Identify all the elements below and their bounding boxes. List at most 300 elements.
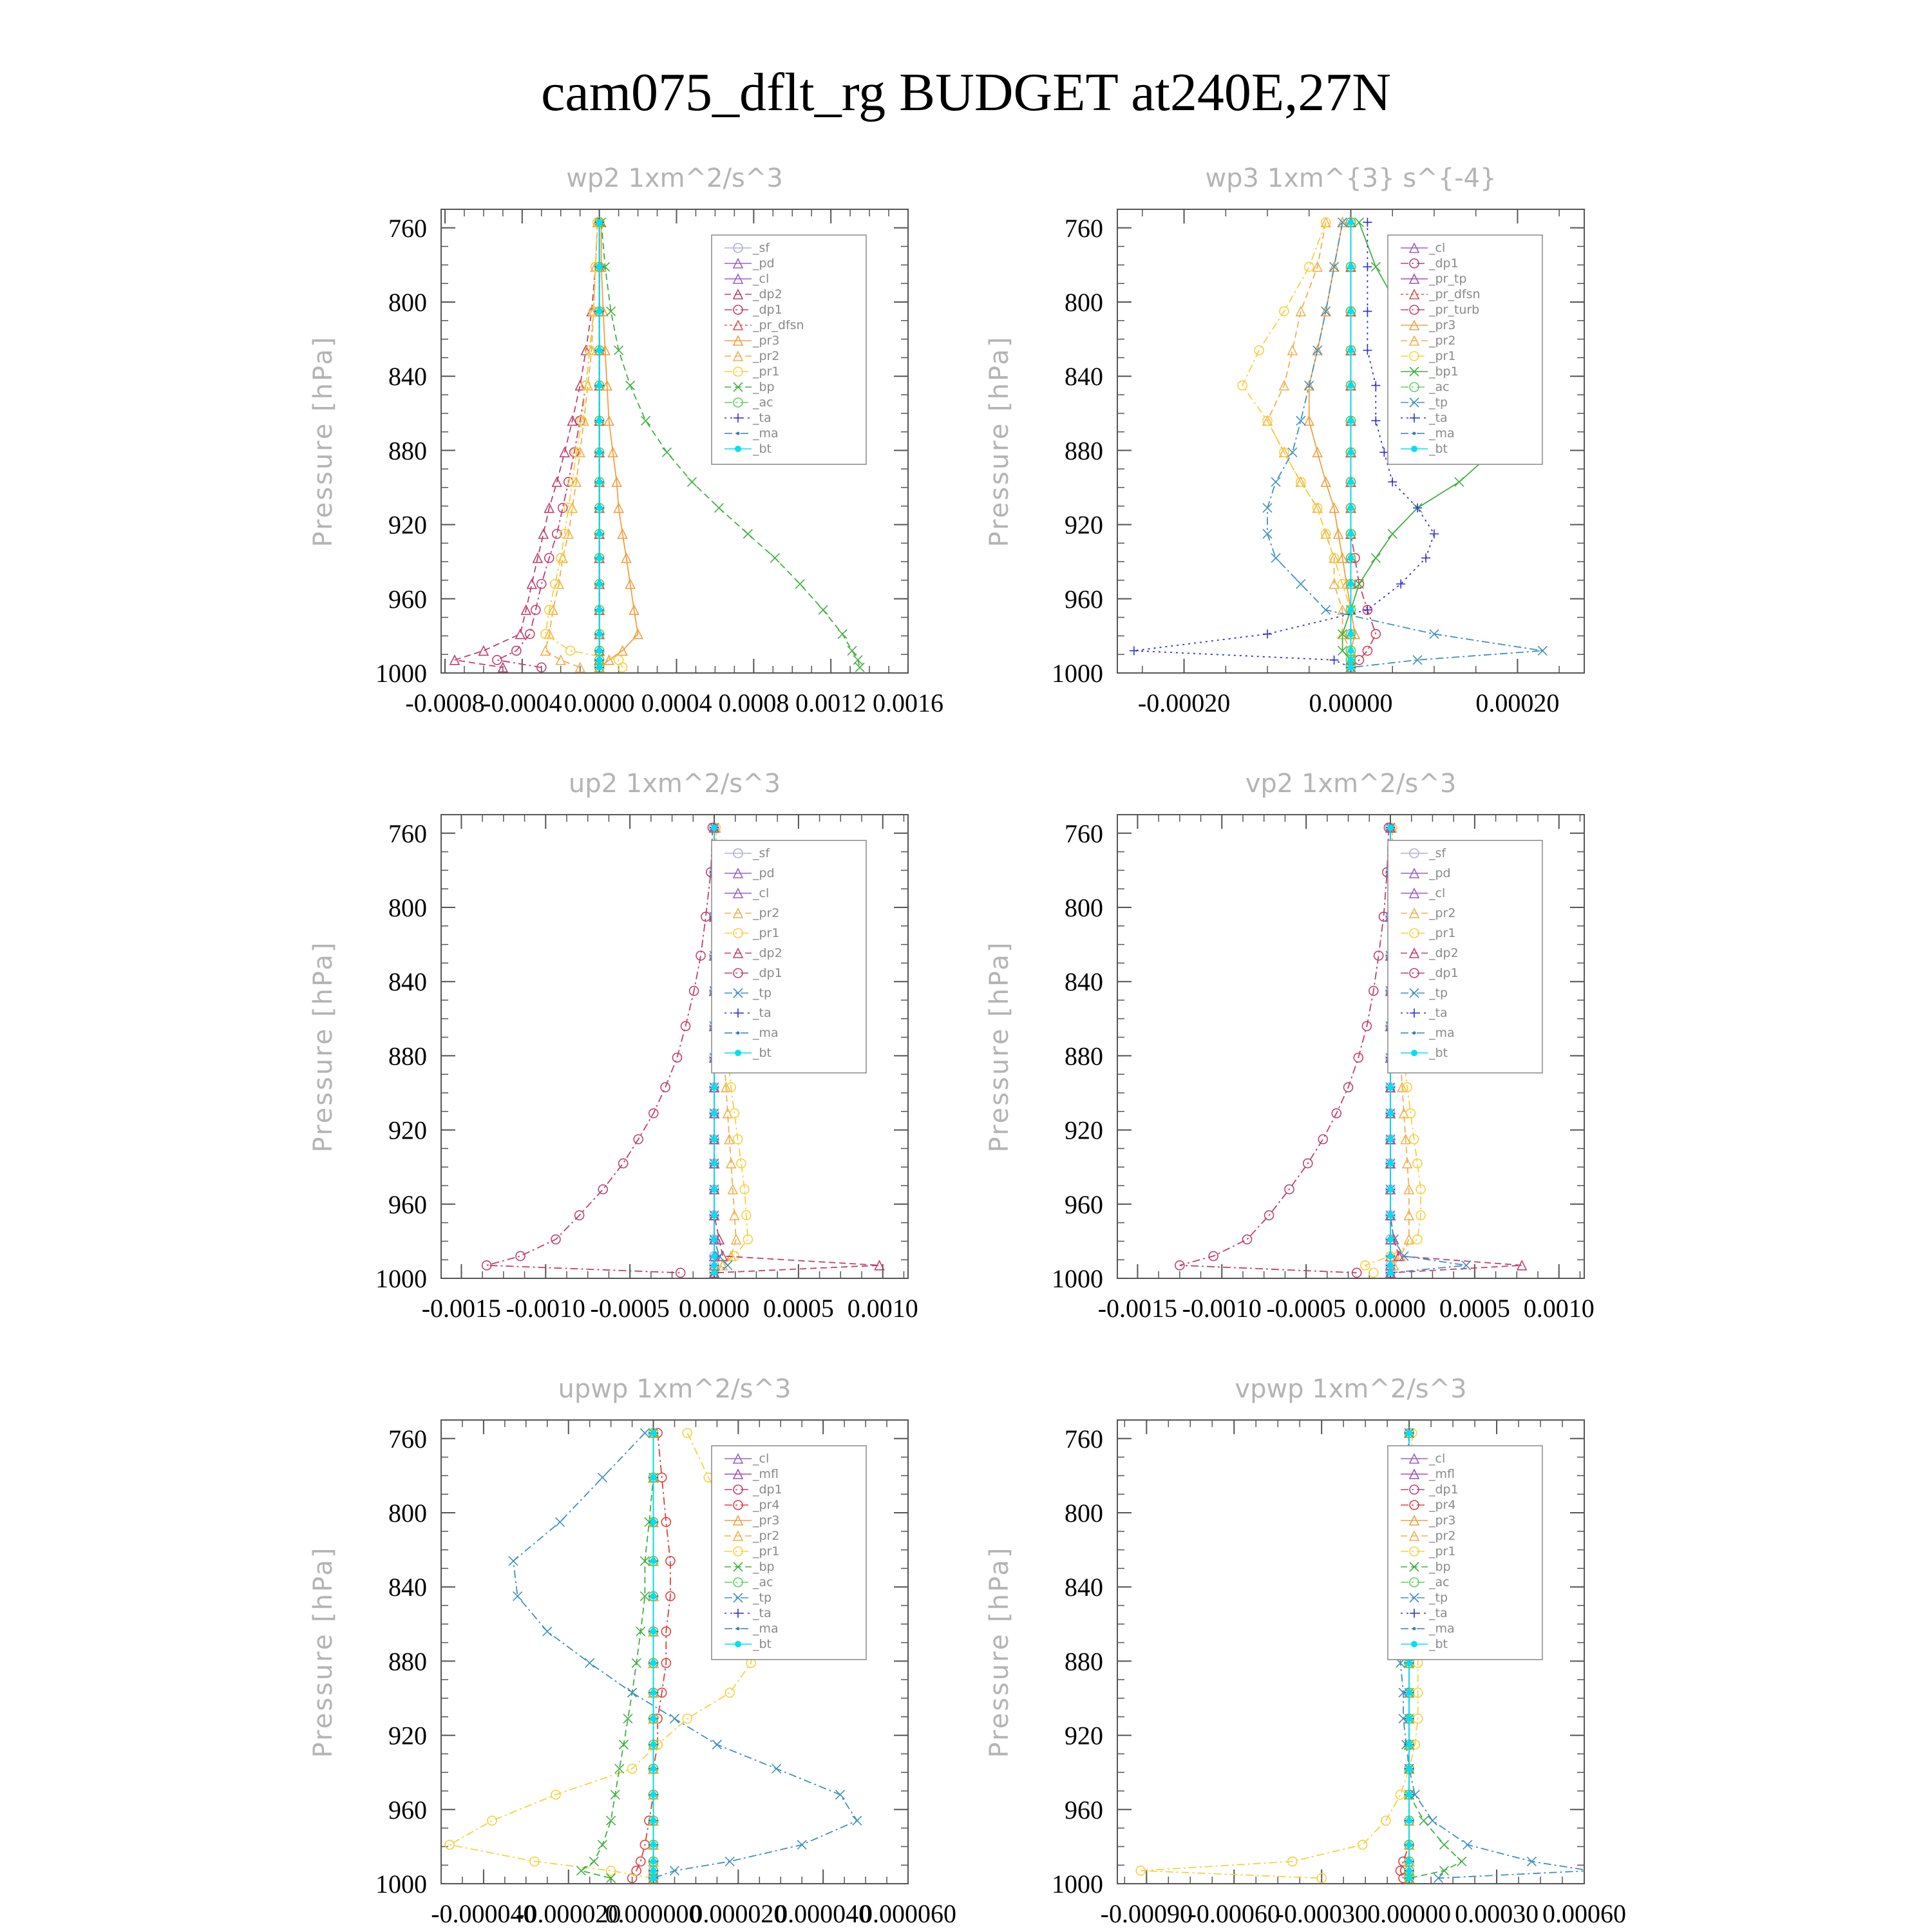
y-axis-label: Pressure [hPa] (308, 335, 338, 547)
data-point-bp-15 (1440, 1866, 1449, 1875)
x-tick-label: -0.00090 (1100, 1899, 1193, 1928)
data-point-bt-3 (596, 347, 603, 354)
legend-label-pr4: _pr4 (1429, 1498, 1456, 1512)
data-point-tp-1 (598, 1473, 607, 1482)
legend-label-ta: _ta (753, 1006, 772, 1020)
legend-label-cl: _cl (1429, 1452, 1446, 1466)
panel-title: vpwp 1xm^2/s^3 (1235, 1374, 1467, 1404)
data-point-bt-9 (1348, 531, 1354, 537)
x-tick-label: -0.00020 (1137, 688, 1231, 717)
series-markers-dp1 (1175, 823, 1394, 1277)
legend-label-sf: _sf (753, 846, 770, 860)
series-line-pr1 (1242, 222, 1350, 667)
legend-label-pr2: _pr2 (1429, 334, 1456, 348)
data-point-bt-8 (1348, 505, 1354, 511)
y-tick-label: 840 (388, 1573, 427, 1602)
y-tick-label: 760 (388, 819, 427, 848)
legend-label-ma: _ma (753, 1622, 779, 1636)
legend-label-tp: _tp (1429, 986, 1448, 1000)
data-point-bt-7 (1406, 1689, 1412, 1696)
y-tick-label: 880 (1065, 436, 1103, 466)
x-tick-label: 0.0000 (1355, 1294, 1426, 1323)
legend-label-bt: _bt (753, 1046, 772, 1060)
data-point-bt-10 (650, 1765, 657, 1772)
legend-label-tp: _tp (1429, 1591, 1448, 1605)
data-point-bt-4 (650, 1593, 657, 1600)
data-point-bt-14 (1406, 1858, 1412, 1864)
x-tick-label: 0.00000 (1309, 688, 1393, 717)
legend-label-pr1: _pr1 (753, 926, 780, 940)
legend-label-pr3: _pr3 (1429, 1513, 1456, 1528)
data-point-bp-14 (1457, 1857, 1466, 1866)
y-tick-label: 1000 (375, 1870, 427, 1899)
data-point-bt-0 (1406, 1430, 1412, 1436)
x-tick-label: 0.0000 (564, 688, 635, 717)
x-tick-label: 0.0000 (679, 1294, 750, 1323)
data-point-bp1-9 (1388, 529, 1397, 538)
data-point-legend-_ma-0 (1413, 432, 1416, 435)
x-tick-label: -0.0015 (1097, 1294, 1178, 1323)
data-point-legend-_bt-0 (1411, 1050, 1417, 1056)
legend-label-dp1: _dp1 (1429, 1482, 1459, 1497)
x-tick-label: -0.00060 (1188, 1899, 1280, 1928)
data-point-pr1-11 (1396, 1790, 1405, 1799)
legend-label-cl: _cl (753, 1452, 770, 1466)
legend-label-dp1: _dp1 (1429, 966, 1459, 980)
data-point-ta-9 (1430, 529, 1439, 538)
y-tick-label: 920 (388, 510, 427, 540)
data-point-bt-11 (650, 1792, 657, 1798)
legend-label-dp2: _dp2 (753, 287, 782, 301)
y-axis-label: Pressure [hPa] (308, 1546, 338, 1758)
data-point-bt-8 (596, 505, 603, 511)
data-point-bt-10 (1348, 554, 1354, 561)
y-tick-label: 800 (1065, 893, 1103, 922)
series-markers-pr1 (541, 218, 627, 672)
data-point-bt-8 (650, 1716, 657, 1722)
legend-label-cl: _cl (1429, 886, 1446, 900)
legend-label-tp: _tp (753, 986, 772, 1000)
y-tick-label: 880 (1065, 1041, 1103, 1071)
legend-label-bt: _bt (1429, 442, 1448, 456)
data-point-legend-_ma-0 (1413, 1032, 1416, 1035)
legend-box (1388, 1446, 1542, 1660)
data-point-ta-2 (1363, 307, 1372, 316)
legend-label-pr2: _pr2 (753, 349, 780, 363)
data-point-bt-4 (596, 383, 603, 389)
legend-label-pr3: _pr3 (753, 1513, 780, 1528)
data-point-bt-16 (1406, 1875, 1412, 1881)
legend-label-pr4: _pr4 (753, 1498, 780, 1512)
panel-title: up2 1xm^2/s^3 (568, 769, 781, 799)
legend-label-mfl: _mfl (753, 1467, 779, 1481)
series-line-pr3 (600, 222, 638, 667)
legend-label-sf: _sf (753, 241, 770, 255)
data-point-bt-12 (1406, 1817, 1412, 1824)
legend-label-bp: _bp (1429, 1560, 1451, 1574)
y-tick-label: 760 (1065, 819, 1103, 848)
y-tick-label: 800 (388, 288, 427, 317)
y-tick-label: 800 (1065, 288, 1103, 317)
legend-label-tp: _tp (753, 1591, 772, 1605)
data-point-bt-0 (650, 1430, 657, 1436)
data-point-bp-3 (614, 346, 623, 355)
data-point-bp-12 (1419, 1816, 1428, 1825)
series-markers-pr2 (541, 218, 602, 672)
data-point-legend-_ma-0 (1413, 1627, 1416, 1631)
legend-label-dp2: _dp2 (1429, 946, 1459, 960)
legend-label-pr3: _pr3 (753, 334, 780, 348)
data-point-bt-7 (1348, 478, 1354, 485)
legend-label-pr_dfsn: _pr_dfsn (753, 318, 804, 332)
data-point-bt-11 (1387, 1186, 1394, 1193)
x-tick-label: 0.000020 (690, 1899, 787, 1928)
y-tick-label: 760 (1065, 213, 1103, 243)
data-point-ta-6 (1379, 448, 1388, 457)
y-tick-label: 1000 (1052, 659, 1103, 688)
x-tick-label: 0.00030 (1455, 1899, 1539, 1928)
data-point-pr4-14 (636, 1857, 645, 1866)
legend-label-dp1: _dp1 (753, 966, 782, 980)
y-tick-label: 1000 (375, 1264, 427, 1293)
data-point-pr1-1 (1305, 262, 1314, 271)
data-point-tp-6 (1288, 448, 1297, 457)
x-tick-label: 0.0005 (1439, 1294, 1510, 1323)
legend-label-dp1: _dp1 (753, 1482, 782, 1497)
data-point-bt-6 (650, 1660, 657, 1666)
y-tick-label: 960 (388, 1189, 427, 1219)
legend-label-ac: _ac (753, 395, 773, 410)
series-line-pr_turb (1351, 222, 1376, 667)
data-point-dp1-9 (1318, 1135, 1327, 1144)
data-point-bp-13 (598, 1841, 607, 1850)
legend-label-pr2: _pr2 (753, 1529, 780, 1543)
data-point-dp2-11 (527, 580, 536, 589)
series-markers-dp2 (450, 218, 602, 672)
data-point-bt-15 (1406, 1868, 1412, 1874)
data-point-bt-3 (1348, 347, 1354, 354)
y-tick-label: 960 (1065, 1795, 1103, 1824)
legend-label-ma: _ma (1429, 426, 1455, 440)
data-point-bt-12 (650, 1817, 657, 1824)
y-tick-label: 840 (1065, 362, 1103, 392)
series-markers-dp1 (493, 218, 602, 672)
data-point-pr1-12 (488, 1816, 497, 1825)
data-point-tp-2 (1321, 307, 1331, 316)
data-point-dp2-9 (539, 529, 548, 538)
y-tick-label: 840 (1065, 1573, 1103, 1602)
legend-label-pr1: _pr1 (1429, 926, 1456, 940)
x-tick-label: -0.0010 (1182, 1294, 1262, 1323)
legend-label-ta: _ta (1429, 1006, 1448, 1020)
data-point-bt-6 (596, 449, 603, 455)
data-point-tp-9 (1263, 529, 1272, 538)
data-point-pr1-13 (1358, 1841, 1367, 1850)
legend-label-cl: _cl (753, 272, 770, 286)
data-point-bt-0 (1387, 824, 1394, 831)
legend (1388, 840, 1542, 1073)
data-point-bp1-10 (1371, 553, 1380, 562)
legend-label-pr_tp: _pr_tp (1429, 272, 1467, 286)
x-tick-label: 0.000040 (775, 1899, 872, 1928)
data-point-bt-7 (650, 1689, 657, 1696)
data-point-bt-8 (1387, 1110, 1394, 1117)
series-markers-pr2 (1263, 218, 1355, 672)
data-point-bt-7 (596, 478, 603, 485)
y-tick-label: 1000 (1052, 1264, 1103, 1293)
y-tick-label: 920 (1065, 510, 1103, 540)
data-point-bt-13 (650, 1842, 657, 1848)
x-tick-label: -0.00030 (1275, 1899, 1368, 1928)
data-point-tp-10 (1271, 553, 1280, 562)
x-tick-label: 0.00020 (1475, 688, 1560, 717)
y-tick-label: 800 (388, 893, 427, 922)
data-point-tp-15 (670, 1866, 679, 1875)
legend-label-ma: _ma (753, 426, 779, 440)
data-point-bt-4 (1348, 383, 1354, 389)
data-point-bp1-7 (1455, 477, 1464, 486)
data-point-bt-6 (1348, 449, 1354, 455)
series-line-dp1 (497, 222, 598, 667)
y-tick-label: 760 (388, 1424, 427, 1454)
data-point-bp-14 (589, 1857, 598, 1866)
data-point-bt-10 (1406, 1765, 1412, 1772)
y-tick-label: 760 (388, 213, 427, 243)
data-point-tp-14 (725, 1857, 734, 1866)
data-point-bt-11 (596, 581, 603, 587)
legend-label-bt: _bt (753, 1637, 772, 1651)
legend-label-pr2: _pr2 (1429, 1529, 1456, 1543)
data-point-bt-16 (650, 1875, 657, 1881)
y-tick-label: 1000 (375, 659, 427, 688)
legend-label-bt: _bt (1429, 1637, 1448, 1651)
legend-label-cl: _cl (1429, 241, 1446, 255)
y-axis-label: Pressure [hPa] (985, 335, 1014, 547)
series-markers-pr1 (1136, 1428, 1422, 1882)
series-markers-bp (577, 1428, 658, 1882)
data-point-bt-9 (1387, 1136, 1394, 1142)
y-axis-label: Pressure [hPa] (985, 940, 1014, 1153)
y-tick-label: 840 (1065, 967, 1103, 997)
data-point-bp-5 (641, 416, 650, 425)
legend-label-pd: _pd (1429, 866, 1451, 880)
data-point-dp1-11 (537, 580, 546, 589)
data-point-tp-2 (556, 1517, 565, 1526)
data-point-ta-3 (1363, 346, 1372, 355)
figure-title: cam075_dflt_rg BUDGET at240E,27N (541, 62, 1391, 122)
data-point-dp1-10 (619, 1159, 628, 1168)
data-point-bt-10 (596, 554, 603, 561)
data-point-bt-10 (1387, 1160, 1394, 1166)
legend-label-dp1: _dp1 (1429, 256, 1459, 270)
y-tick-label: 800 (388, 1499, 427, 1528)
x-tick-label: -0.000040 (431, 1899, 536, 1928)
y-tick-label: 840 (388, 362, 427, 392)
chart-panel-vp2 (676, 605, 1642, 1323)
data-point-bt-0 (1348, 219, 1354, 225)
data-point-tp-12 (1428, 1816, 1437, 1825)
data-point-bp1-1 (1371, 262, 1380, 271)
data-point-legend-_bt-0 (1411, 446, 1417, 452)
panel-title: vp2 1xm^2/s^3 (1245, 769, 1457, 799)
legend-label-pr_dfsn: _pr_dfsn (1429, 287, 1481, 301)
legend-label-ac: _ac (1429, 380, 1450, 394)
legend-label-ma: _ma (1429, 1026, 1455, 1040)
legend-label-ta: _ta (1429, 1606, 1448, 1620)
legend-label-mfl: _mfl (1429, 1467, 1455, 1481)
legend-label-ma: _ma (1429, 1622, 1455, 1636)
x-tick-label: -0.0010 (506, 1294, 585, 1323)
data-point-tp-3 (509, 1557, 518, 1566)
data-point-tp-0 (640, 1428, 649, 1437)
legend-label-dp2: _dp2 (753, 946, 782, 960)
data-point-ta-0 (1363, 218, 1372, 227)
y-tick-label: 960 (1065, 584, 1103, 614)
legend-label-ta: _ta (753, 1606, 772, 1620)
data-point-bt-11 (1406, 1792, 1412, 1798)
legend-label-bp: _bp (753, 380, 775, 394)
data-point-tp-13 (797, 1841, 806, 1850)
data-point-bt-1 (1348, 263, 1354, 270)
y-axis-label: Pressure [hPa] (308, 940, 338, 1153)
data-point-bp-4 (626, 381, 635, 390)
data-point-bt-6 (1406, 1660, 1412, 1666)
series-line-dp1 (1180, 828, 1389, 1273)
y-tick-label: 800 (1065, 1499, 1103, 1528)
x-tick-label: -0.000020 (516, 1899, 621, 1928)
data-point-tp-12 (853, 1816, 862, 1825)
data-point-tp-3 (1313, 346, 1322, 355)
data-point-bp-15 (577, 1866, 586, 1875)
x-tick-label: 0.0010 (847, 1294, 918, 1323)
data-point-bt-7 (1387, 1084, 1394, 1090)
data-point-tp-6 (585, 1658, 594, 1667)
legend-label-ac: _ac (753, 1575, 773, 1589)
data-point-bt-14 (650, 1858, 657, 1864)
y-tick-label: 920 (388, 1721, 427, 1750)
legend-label-ta: _ta (753, 411, 772, 425)
data-point-bt-9 (1406, 1741, 1412, 1748)
data-point-pr2-3 (1288, 346, 1297, 355)
x-tick-label: -0.0005 (590, 1294, 670, 1323)
data-point-bp-13 (1440, 1841, 1449, 1850)
legend-label-pr3: _pr3 (1429, 318, 1456, 332)
series-line-dp2 (455, 222, 598, 667)
legend-box (1388, 235, 1542, 464)
data-point-bt-9 (650, 1741, 657, 1748)
legend-label-pr1: _pr1 (1429, 349, 1456, 363)
legend-label-tp: _tp (1429, 395, 1448, 410)
data-point-tp-13 (1463, 1841, 1472, 1850)
x-tick-label: 0.0010 (1523, 1294, 1595, 1323)
legend-label-ac: _ac (1429, 1575, 1450, 1589)
data-point-tp-11 (1296, 580, 1305, 589)
panel-title: wp3 1xm^{3} s^{-4} (1205, 164, 1497, 193)
legend-label-pr1: _pr1 (753, 365, 780, 379)
data-point-bt-13 (1406, 1842, 1412, 1848)
series-markers-pr1 (1238, 218, 1355, 672)
legend-label-sf: _sf (1429, 846, 1446, 860)
y-tick-label: 960 (1065, 1189, 1103, 1219)
x-tick-label: 0.0016 (873, 688, 943, 717)
data-point-tp-1 (1330, 262, 1339, 271)
data-point-tp-5 (1296, 416, 1305, 425)
x-tick-label: -0.0004 (482, 688, 562, 717)
x-tick-label: 0.0005 (762, 1294, 834, 1323)
legend-label-pr_turb: _pr_turb (1429, 303, 1480, 317)
data-point-tp-7 (1271, 477, 1280, 486)
data-point-bt-2 (650, 1519, 657, 1525)
series-line-pr1 (1141, 1433, 1417, 1878)
y-tick-label: 880 (388, 436, 427, 466)
data-point-bt-1 (650, 1474, 657, 1481)
data-point-pr1-3 (1255, 346, 1264, 355)
data-point-bp-6 (663, 448, 672, 457)
legend-label-bt: _bt (1429, 1046, 1448, 1060)
data-point-bt-2 (1348, 308, 1354, 314)
legend-label-dp1: _dp1 (753, 303, 782, 317)
x-tick-label: 0.0012 (795, 688, 867, 717)
data-point-bp1-0 (1354, 218, 1363, 227)
x-tick-label: 0.00060 (1542, 1899, 1626, 1928)
data-point-tp-15 (1586, 1866, 1595, 1875)
legend-label-bp: _bp (753, 1560, 775, 1574)
legend-label-ma: _ma (753, 1026, 779, 1040)
data-point-legend-_bt-0 (1411, 1641, 1417, 1647)
legend-label-pr2: _pr2 (1429, 906, 1456, 920)
data-point-bt-5 (1348, 417, 1354, 424)
series-line-bp (582, 1433, 654, 1878)
y-tick-label: 760 (1065, 1424, 1103, 1454)
data-point-ta-5 (1371, 416, 1380, 425)
y-tick-label: 960 (388, 1795, 427, 1824)
data-point-ta-1 (1363, 262, 1372, 271)
y-tick-label: 960 (388, 584, 427, 614)
series-line-pr2 (545, 222, 598, 667)
data-point-ta-4 (1371, 381, 1380, 390)
data-point-bt-9 (596, 531, 603, 537)
data-point-bt-15 (650, 1868, 657, 1874)
data-point-bt-0 (596, 219, 603, 225)
data-point-bt-8 (1406, 1716, 1412, 1722)
x-tick-label: 0.00000 (1367, 1899, 1452, 1928)
series-line-pr1 (545, 222, 623, 667)
data-point-bt-2 (596, 308, 603, 314)
legend-label-bp1: _bp1 (1429, 365, 1459, 379)
y-tick-label: 880 (388, 1647, 427, 1676)
x-tick-label: 0.0004 (641, 688, 712, 717)
data-point-bt-5 (596, 417, 603, 424)
data-point-bt-1 (596, 263, 603, 270)
y-axis-label: Pressure [hPa] (985, 1546, 1014, 1758)
y-tick-label: 1000 (1052, 1870, 1103, 1899)
x-tick-label: 0.000000 (605, 1899, 702, 1928)
x-tick-label: -0.0008 (405, 688, 485, 717)
data-point-tp-8 (1263, 504, 1272, 513)
legend-label-pd: _pd (753, 866, 775, 880)
x-tick-label: -0.0005 (1266, 1294, 1346, 1323)
x-tick-label: 0.0008 (718, 688, 790, 717)
legend-label-pr1: _pr1 (753, 1544, 780, 1558)
legend (1388, 235, 1542, 464)
y-tick-label: 920 (1065, 1721, 1103, 1750)
data-point-tp-5 (543, 1627, 552, 1636)
y-tick-label: 920 (388, 1115, 427, 1145)
y-tick-label: 920 (1065, 1115, 1103, 1145)
data-point-dp1-11 (598, 1185, 607, 1194)
y-tick-label: 880 (1065, 1647, 1103, 1676)
legend-label-pd: _pd (753, 256, 775, 270)
